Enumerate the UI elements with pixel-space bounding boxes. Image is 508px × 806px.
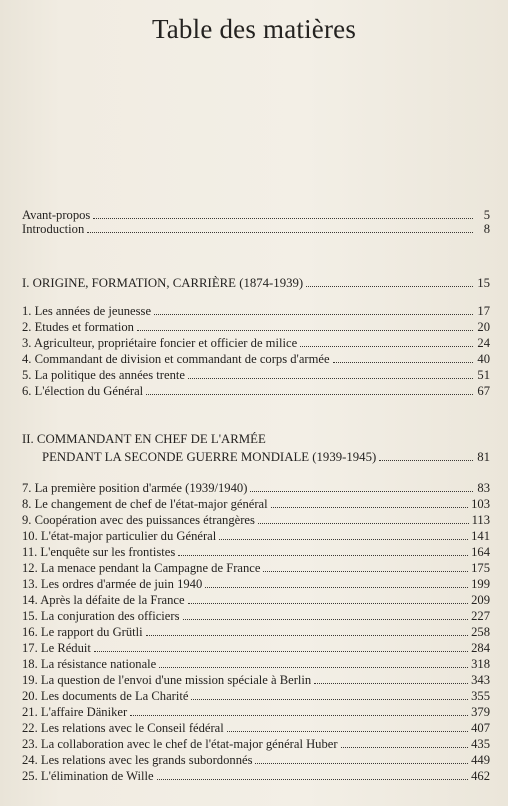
dot-leader [146, 635, 468, 636]
toc-entry[interactable] [22, 561, 490, 575]
toc-entry-label: 5. La politique des années trente [22, 368, 185, 382]
dot-leader [137, 330, 473, 331]
toc-entry[interactable] [22, 769, 490, 783]
toc-page-number: 407 [471, 721, 490, 735]
dot-leader [271, 507, 468, 508]
toc-page-number: 81 [477, 450, 490, 464]
toc-entry-label: 25. L'élimination de Wille [22, 769, 154, 783]
toc-page-number: 449 [471, 753, 490, 767]
toc-entry[interactable] [22, 721, 490, 735]
toc-entry-label: 1. Les années de jeunesse [22, 304, 152, 318]
toc-entry[interactable] [22, 368, 490, 382]
toc-entry[interactable] [22, 753, 490, 767]
dot-leader [157, 779, 468, 780]
dot-leader [178, 555, 468, 556]
toc-page-number: 379 [471, 705, 490, 719]
toc-entry-label: 14. Après la défaite de la France [22, 593, 185, 607]
toc-entry-label: 6. L'élection du Général [22, 384, 144, 398]
toc-page-number: 17 [477, 304, 490, 318]
toc-page-number: 40 [477, 352, 490, 366]
dot-leader [205, 587, 468, 588]
toc-page-number: 462 [471, 769, 490, 783]
toc-part-1-heading[interactable] [22, 276, 490, 290]
toc-page-number: 209 [471, 593, 490, 607]
toc-entry-label: 8. Le changement de chef de l'état-major général [22, 497, 268, 511]
dot-leader [94, 651, 468, 652]
toc-entry-label: 18. La résistance nationale [22, 657, 157, 671]
toc-entry[interactable] [22, 481, 490, 495]
toc-entry[interactable] [22, 304, 490, 318]
toc-entry-label: 2. Etudes et formation [22, 320, 134, 334]
toc-entry-label: 15. La conjuration des officiers [22, 609, 180, 623]
toc-entry[interactable] [22, 625, 490, 639]
toc-entry[interactable] [22, 384, 490, 398]
toc-page-number: 24 [477, 336, 490, 350]
toc-entry-label: 13. Les ordres d'armée de juin 1940 [22, 577, 203, 591]
toc-entry[interactable] [22, 529, 490, 543]
toc-entry-label: 16. Le rapport du Grütli [22, 625, 143, 639]
toc-entry-label: 21. L'affaire Däniker [22, 705, 128, 719]
toc-entry-label: 22. Les relations avec le Conseil fédéral [22, 721, 224, 735]
dot-leader [341, 747, 469, 748]
toc-entry[interactable] [22, 737, 490, 751]
toc-page-number: 199 [471, 577, 490, 591]
toc-page-number: 164 [471, 545, 490, 559]
toc-page-number: 67 [477, 384, 490, 398]
toc-page-number: 141 [471, 529, 490, 543]
toc-page-number: 318 [471, 657, 490, 671]
toc-part-label: PENDANT LA SECONDE GUERRE MONDIALE (1939-1945) [42, 450, 377, 464]
toc-entry[interactable] [22, 352, 490, 366]
toc-entry[interactable] [22, 609, 490, 623]
toc-page-number: 20 [477, 320, 490, 334]
dot-leader [258, 523, 469, 524]
dot-leader [130, 715, 468, 716]
toc-page-number: 175 [471, 561, 490, 575]
dot-leader [306, 286, 473, 287]
toc-page-number: 435 [471, 737, 490, 751]
toc-part-label: I. ORIGINE, FORMATION, CARRIÈRE (1874-1939) [22, 276, 304, 290]
toc-entry-label: 9. Coopération avec des puissances étrangères [22, 513, 255, 527]
toc-entry-label: 17. Le Réduit [22, 641, 91, 655]
toc-entry-label: 24. Les relations avec les grands subordonnés [22, 753, 253, 767]
dot-leader [227, 731, 468, 732]
toc-entry-label: 4. Commandant de division et commandant de corps d'armée [22, 352, 330, 366]
toc-entry-introduction[interactable] [22, 222, 490, 236]
dot-leader [93, 218, 473, 219]
dot-leader [191, 699, 468, 700]
dot-leader [314, 683, 468, 684]
dot-leader [250, 491, 473, 492]
dot-leader [188, 603, 469, 604]
dot-leader [255, 763, 468, 764]
toc-page-number: 103 [471, 497, 490, 511]
dot-leader [219, 539, 468, 540]
dot-leader [379, 460, 473, 461]
toc-entry-label: 10. L'état-major particulier du Général [22, 529, 217, 543]
toc-page-number: 5 [483, 208, 490, 222]
dot-leader [183, 619, 469, 620]
toc-page-number: 113 [471, 513, 490, 527]
toc-entry-label: 3. Agriculteur, propriétaire foncier et officier de milice [22, 336, 298, 350]
toc-entry[interactable] [22, 689, 490, 703]
toc-entry-label: Introduction [22, 222, 85, 236]
toc-entry[interactable] [22, 641, 490, 655]
page-title: Table des matières [151, 14, 357, 44]
toc-entry[interactable] [22, 513, 490, 527]
toc-entry[interactable] [22, 673, 490, 687]
dot-leader [188, 378, 473, 379]
toc-entry[interactable] [22, 705, 490, 719]
toc-page-number: 284 [471, 641, 490, 655]
toc-page-number: 15 [477, 276, 490, 290]
toc-page-number: 258 [471, 625, 490, 639]
toc-entry-label: 20. Les documents de La Charité [22, 689, 189, 703]
toc-entry-label: 23. La collaboration avec le chef de l'état-major général Huber [22, 737, 338, 751]
toc-page-number: 227 [471, 609, 490, 623]
dot-leader [300, 346, 473, 347]
toc-entry[interactable] [22, 593, 490, 607]
toc-entry-label: 11. L'enquête sur les frontistes [22, 545, 176, 559]
toc-part-2-heading-line1[interactable]: II. COMMANDANT EN CHEF DE L'ARMÉE [22, 432, 266, 446]
toc-entry[interactable] [22, 545, 490, 559]
toc-entry[interactable] [22, 657, 490, 671]
toc-page-number: 343 [471, 673, 490, 687]
toc-page-number: 8 [483, 222, 490, 236]
dot-leader [333, 362, 473, 363]
dot-leader [87, 232, 473, 233]
toc-page-number: 355 [471, 689, 490, 703]
toc-entry-avant-propos[interactable] [22, 208, 490, 222]
toc-entry[interactable] [22, 497, 490, 511]
toc-entry[interactable] [22, 320, 490, 334]
toc-entry[interactable] [22, 336, 490, 350]
dot-leader [146, 394, 473, 395]
toc-page-number: 51 [477, 368, 490, 382]
dot-leader [159, 667, 468, 668]
dot-leader [154, 314, 473, 315]
toc-page-number: 83 [477, 481, 490, 495]
toc-entry[interactable] [22, 577, 490, 591]
toc-entry-label: 12. La menace pendant la Campagne de France [22, 561, 261, 575]
toc-entry-label: 7. La première position d'armée (1939/1940) [22, 481, 248, 495]
dot-leader [263, 571, 468, 572]
toc-entry-label: 19. La question de l'envoi d'une mission spéciale à Berlin [22, 673, 312, 687]
toc-entry-label: Avant-propos [22, 208, 91, 222]
toc-part-2-heading[interactable] [42, 450, 490, 464]
